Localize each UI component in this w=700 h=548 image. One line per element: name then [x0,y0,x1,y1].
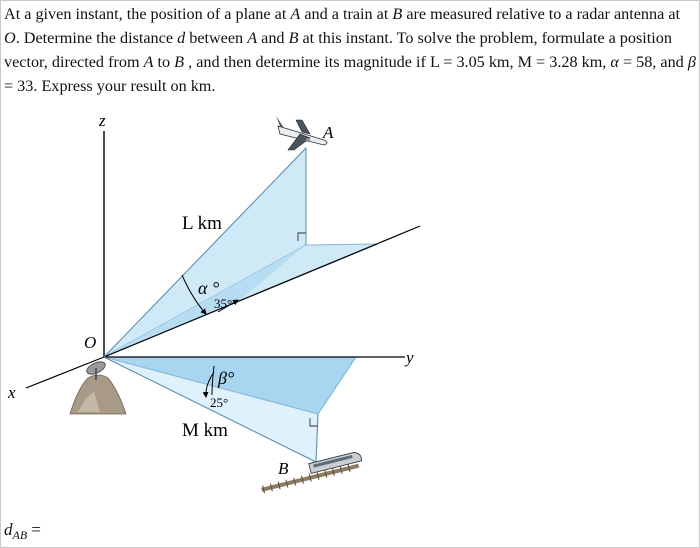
label-O: O [84,333,97,352]
label-y: y [406,348,414,367]
label-L: L km [182,213,222,234]
label-35: 35° [214,296,233,311]
airplane-icon [276,116,327,150]
diagram [0,100,700,510]
label-x: x [8,383,16,402]
label-M: M km [182,420,228,441]
answer-input[interactable] [48,517,192,543]
label-beta: β° [218,368,235,388]
answer-label: $d_{AB}$ = [4,520,42,542]
label-alpha: α ° [198,278,220,298]
label-z: z [99,111,106,130]
problem-text: At a given instant, the position of a plane at A and a train at B are measured relative to a radar antenna at O. Determine the distance d between A and B at this instant. To solve the problem, formulate a position vector, directed from A to B , and then determine its magnitude if L = 3.05 km, M = 3.28 km, α = 58, and β = 33. Express your result on km. [4,5,696,95]
label-B: B [278,459,289,478]
label-25: 25° [210,395,229,410]
label-A: A [323,123,334,142]
